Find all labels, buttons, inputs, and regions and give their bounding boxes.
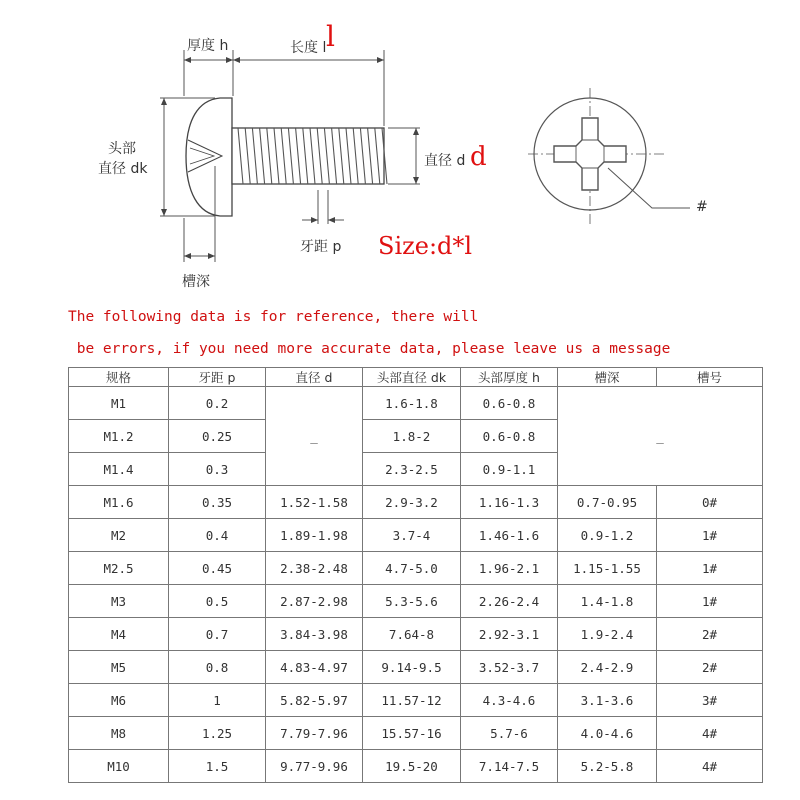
reference-note-line-1: The following data is for reference, there will xyxy=(68,309,479,325)
cell-head-thickness: 1.16-1.3 xyxy=(461,486,558,519)
cell-head-diameter: 15.57-16 xyxy=(363,717,461,750)
cell-head-thickness: 0.6-0.8 xyxy=(461,420,558,453)
cell-slot-number: 1# xyxy=(657,585,763,618)
cell-slot-dash: _ xyxy=(558,387,763,486)
header-head-diameter: 头部直径 dk xyxy=(363,368,461,387)
cell-pitch: 0.5 xyxy=(169,585,266,618)
head-diameter-label-1: 头部 xyxy=(108,141,136,157)
screw-diagram xyxy=(0,0,800,300)
reference-note-line-2: be errors, if you need more accurate data, please leave us a message xyxy=(68,341,671,357)
cell-head-diameter: 1.8-2 xyxy=(363,420,461,453)
cell-slot-number: 3# xyxy=(657,684,763,717)
red-diameter-annotation: d xyxy=(470,142,487,172)
cell-head-diameter: 3.7-4 xyxy=(363,519,461,552)
cell-spec: M6 xyxy=(69,684,169,717)
cell-slot-depth: 1.4-1.8 xyxy=(558,585,657,618)
cell-head-diameter: 2.3-2.5 xyxy=(363,453,461,486)
cell-pitch: 0.4 xyxy=(169,519,266,552)
screw-head-outline xyxy=(186,98,232,216)
cell-diameter: 1.52-1.58 xyxy=(266,486,363,519)
cell-head-diameter: 1.6-1.8 xyxy=(363,387,461,420)
cell-pitch: 0.2 xyxy=(169,387,266,420)
cell-diameter: 1.89-1.98 xyxy=(266,519,363,552)
cell-spec: M1 xyxy=(69,387,169,420)
cell-spec: M2 xyxy=(69,519,169,552)
cell-diameter-dash: _ xyxy=(266,387,363,486)
cell-slot-depth: 4.0-4.6 xyxy=(558,717,657,750)
cell-slot-depth: 5.2-5.8 xyxy=(558,750,657,783)
cell-spec: M1.2 xyxy=(69,420,169,453)
cell-pitch: 0.3 xyxy=(169,453,266,486)
cell-pitch: 0.45 xyxy=(169,552,266,585)
thickness-label: 厚度 h xyxy=(187,38,229,54)
cell-pitch: 1 xyxy=(169,684,266,717)
cell-pitch: 0.8 xyxy=(169,651,266,684)
cell-head-thickness: 1.96-2.1 xyxy=(461,552,558,585)
cell-head-thickness: 2.26-2.4 xyxy=(461,585,558,618)
table-row xyxy=(69,486,763,519)
cell-slot-depth: 3.1-3.6 xyxy=(558,684,657,717)
cell-slot-number: 0# xyxy=(657,486,763,519)
cell-slot-depth: 1.15-1.55 xyxy=(558,552,657,585)
cell-pitch: 1.25 xyxy=(169,717,266,750)
cell-head-diameter: 4.7-5.0 xyxy=(363,552,461,585)
table-row xyxy=(69,750,763,783)
top-view xyxy=(528,88,690,226)
cell-pitch: 1.5 xyxy=(169,750,266,783)
table-row xyxy=(69,684,763,717)
cell-head-thickness: 4.3-4.6 xyxy=(461,684,558,717)
diameter-label: 直径 d xyxy=(424,153,466,169)
cell-head-thickness: 3.52-3.7 xyxy=(461,651,558,684)
cell-head-thickness: 5.7-6 xyxy=(461,717,558,750)
cell-head-diameter: 19.5-20 xyxy=(363,750,461,783)
cell-slot-number: 4# xyxy=(657,750,763,783)
cell-slot-number: 2# xyxy=(657,618,763,651)
cell-head-thickness: 0.6-0.8 xyxy=(461,387,558,420)
table-header-row xyxy=(69,368,763,387)
table-row xyxy=(69,552,763,585)
cell-diameter: 7.79-7.96 xyxy=(266,717,363,750)
cell-head-thickness: 7.14-7.5 xyxy=(461,750,558,783)
red-size-annotation: Size:d*l xyxy=(378,232,473,260)
table-row xyxy=(69,651,763,684)
cell-slot-depth: 2.4-2.9 xyxy=(558,651,657,684)
cell-head-diameter: 7.64-8 xyxy=(363,618,461,651)
cell-slot-depth: 0.7-0.95 xyxy=(558,486,657,519)
header-spec: 规格 xyxy=(69,368,169,387)
cell-slot-depth: 0.9-1.2 xyxy=(558,519,657,552)
table-row xyxy=(69,387,763,420)
spec-table xyxy=(68,367,763,783)
cell-pitch: 0.7 xyxy=(169,618,266,651)
cell-slot-number: 1# xyxy=(657,519,763,552)
cell-head-diameter: 9.14-9.5 xyxy=(363,651,461,684)
table-row xyxy=(69,585,763,618)
cell-diameter: 4.83-4.97 xyxy=(266,651,363,684)
cell-spec: M3 xyxy=(69,585,169,618)
length-label: 长度 l xyxy=(290,40,327,56)
table-row xyxy=(69,717,763,750)
cell-pitch: 0.35 xyxy=(169,486,266,519)
cell-head-diameter: 2.9-3.2 xyxy=(363,486,461,519)
cell-spec: M8 xyxy=(69,717,169,750)
slot-depth-label: 槽深 xyxy=(182,274,210,290)
cell-spec: M2.5 xyxy=(69,552,169,585)
cell-diameter: 2.87-2.98 xyxy=(266,585,363,618)
cell-slot-number: 4# xyxy=(657,717,763,750)
cell-diameter: 2.38-2.48 xyxy=(266,552,363,585)
cell-pitch: 0.25 xyxy=(169,420,266,453)
slot-number-label: # xyxy=(696,199,708,215)
header-slot-depth: 槽深 xyxy=(558,368,657,387)
cell-spec: M1.4 xyxy=(69,453,169,486)
cell-slot-depth: 1.9-2.4 xyxy=(558,618,657,651)
cell-spec: M1.6 xyxy=(69,486,169,519)
table-row xyxy=(69,519,763,552)
head-diameter-label-2: 直径 dk xyxy=(98,161,148,177)
header-slot-number: 槽号 xyxy=(657,368,763,387)
cell-head-diameter: 11.57-12 xyxy=(363,684,461,717)
cell-slot-number: 1# xyxy=(657,552,763,585)
cell-spec: M10 xyxy=(69,750,169,783)
red-length-annotation: l xyxy=(326,20,335,53)
cell-head-diameter: 5.3-5.6 xyxy=(363,585,461,618)
cell-slot-number: 2# xyxy=(657,651,763,684)
cell-diameter: 3.84-3.98 xyxy=(266,618,363,651)
cell-head-thickness: 0.9-1.1 xyxy=(461,453,558,486)
cell-spec: M4 xyxy=(69,618,169,651)
header-pitch: 牙距 p xyxy=(169,368,266,387)
pitch-label: 牙距 p xyxy=(300,239,342,255)
table-row xyxy=(69,618,763,651)
cell-diameter: 5.82-5.97 xyxy=(266,684,363,717)
header-diameter: 直径 d xyxy=(266,368,363,387)
cell-diameter: 9.77-9.96 xyxy=(266,750,363,783)
cell-head-thickness: 1.46-1.6 xyxy=(461,519,558,552)
cell-head-thickness: 2.92-3.1 xyxy=(461,618,558,651)
header-head-thickness: 头部厚度 h xyxy=(461,368,558,387)
cell-spec: M5 xyxy=(69,651,169,684)
